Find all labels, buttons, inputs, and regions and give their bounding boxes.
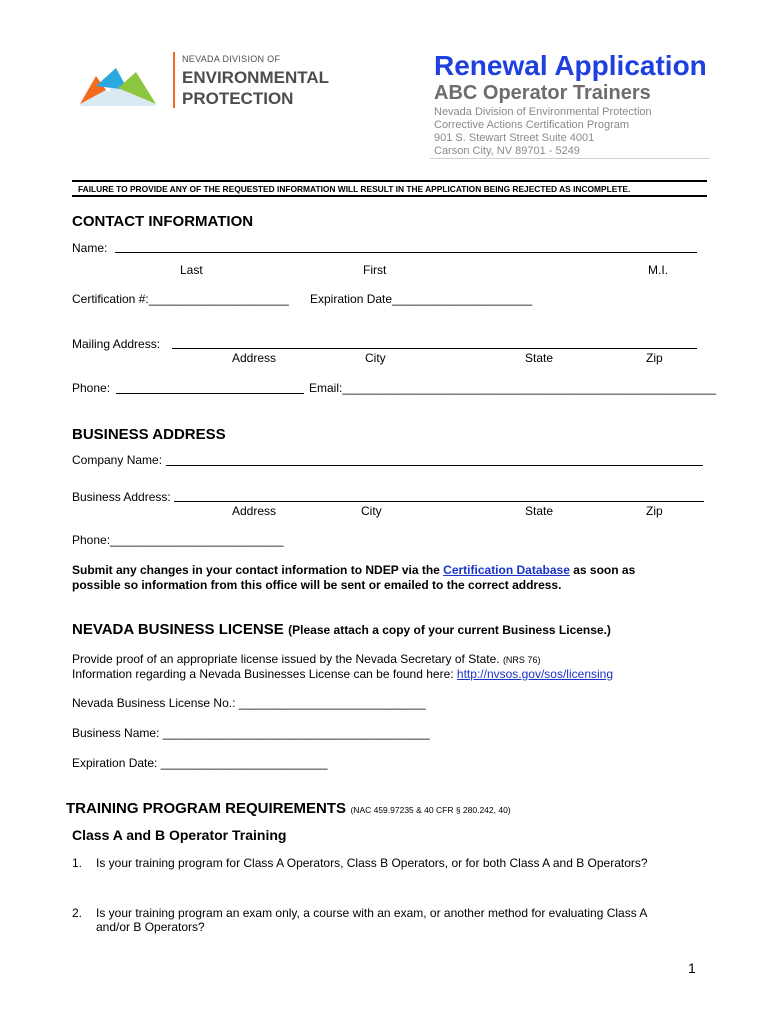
baddr-state-label: State xyxy=(525,504,554,518)
logo-line2: ENVIRONMENTAL xyxy=(182,68,330,87)
question-1: Is your training program for Class A Operators, Class B Operators, or for both Class A and B Operators? xyxy=(96,856,648,870)
business-address-label: Business Address: xyxy=(72,490,171,504)
header-divider xyxy=(430,158,710,159)
name-label: Name: xyxy=(72,241,108,255)
license-heading-note: (Please attach a copy of your current Business License.) xyxy=(288,623,611,637)
name-mi-label: M.I. xyxy=(648,263,668,277)
proof-text: Provide proof of an appropriate license issued by the Nevada Secretary of State. xyxy=(72,652,500,666)
contact-heading: CONTACT INFORMATION xyxy=(72,213,254,230)
logo-line3: PROTECTION xyxy=(182,89,294,108)
proof-ref: (NRS 76) xyxy=(502,655,541,665)
nvsos-link[interactable]: http://nvsos.gov/sos/licensing xyxy=(456,667,614,681)
license-number-field[interactable]: Nevada Business License No.: ____________________________ xyxy=(72,696,426,710)
page-subtitle: ABC Operator Trainers xyxy=(434,82,651,104)
training-ref: (NAC 459.97235 & 40 CFR § 280.242, 40) xyxy=(350,805,511,815)
proof-row xyxy=(72,652,540,666)
address-line: Nevada Division of Environmental Protection xyxy=(434,106,652,118)
phone-label: Phone: xyxy=(72,381,111,395)
business-address-field[interactable] xyxy=(174,487,704,502)
business-name-field[interactable]: Business Name: ________________________________________ xyxy=(72,726,430,740)
company-name-field[interactable] xyxy=(166,451,703,466)
page-number: 1 xyxy=(688,960,696,976)
notice-text: as soon as xyxy=(569,563,636,577)
warning-rule-bottom xyxy=(72,195,707,197)
question-1-number: 1. xyxy=(72,856,83,870)
address-line: Corrective Actions Certification Program xyxy=(434,119,630,131)
training-heading: TRAINING PROGRAM REQUIREMENTS xyxy=(66,800,347,817)
mailing-address-label: Mailing Address: xyxy=(72,337,161,351)
page-title: Renewal Application xyxy=(434,50,707,81)
question-2-line2: and/or B Operators? xyxy=(96,920,205,934)
warning-rule-top xyxy=(72,180,707,182)
email-field[interactable]: Email:________________________________________________________ xyxy=(309,381,717,395)
license-expiration-field[interactable]: Expiration Date: _________________________ xyxy=(72,756,328,770)
ndep-logo xyxy=(78,52,368,112)
update-notice xyxy=(72,563,635,577)
mailing-address-field[interactable] xyxy=(172,334,697,349)
business-heading: BUSINESS ADDRESS xyxy=(72,426,226,443)
certification-database-link[interactable]: Certification Database xyxy=(443,563,570,577)
name-field[interactable] xyxy=(115,238,697,253)
warning-text: FAILURE TO PROVIDE ANY OF THE REQUESTED INFORMATION WILL RESULT IN THE APPLICATION BEING REJECTED AS INCOMPLETE. xyxy=(78,184,631,194)
address-line: 901 S. Stewart Street Suite 4001 xyxy=(434,132,595,144)
certification-field[interactable]: Certification #:_____________________ xyxy=(72,292,289,306)
addr-city-label: City xyxy=(365,351,386,365)
name-last-label: Last xyxy=(180,263,203,277)
training-heading-row xyxy=(66,800,511,818)
mountain-logo-icon xyxy=(78,62,158,106)
logo-line1: NEVADA DIVISION OF xyxy=(182,54,281,64)
info-text: Information regarding a Nevada Businesses License can be found here: xyxy=(72,667,454,681)
expiration-field[interactable]: Expiration Date_____________________ xyxy=(310,292,533,306)
info-row xyxy=(72,667,613,681)
company-name-label: Company Name: xyxy=(72,453,163,467)
training-subheading: Class A and B Operator Training xyxy=(72,827,287,843)
license-heading-row xyxy=(72,621,611,639)
addr-address-label: Address xyxy=(232,351,277,365)
phone-field[interactable] xyxy=(116,379,304,394)
question-2-line1: Is your training program an exam only, a course with an exam, or another method for evaluating Class A xyxy=(96,906,648,920)
baddr-zip-label: Zip xyxy=(646,504,663,518)
business-phone-field[interactable]: Phone:__________________________ xyxy=(72,533,284,547)
addr-state-label: State xyxy=(525,351,554,365)
baddr-city-label: City xyxy=(361,504,382,518)
update-notice-line2: possible so information from this office will be sent or emailed to the correct address. xyxy=(72,578,562,592)
baddr-address-label: Address xyxy=(232,504,277,518)
addr-zip-label: Zip xyxy=(646,351,663,365)
question-2-number: 2. xyxy=(72,906,83,920)
name-first-label: First xyxy=(363,263,387,277)
address-line: Carson City, NV 89701 - 5249 xyxy=(434,145,580,157)
notice-text: Submit any changes in your contact information to NDEP via the xyxy=(72,563,444,577)
license-heading: NEVADA BUSINESS LICENSE xyxy=(72,621,284,638)
